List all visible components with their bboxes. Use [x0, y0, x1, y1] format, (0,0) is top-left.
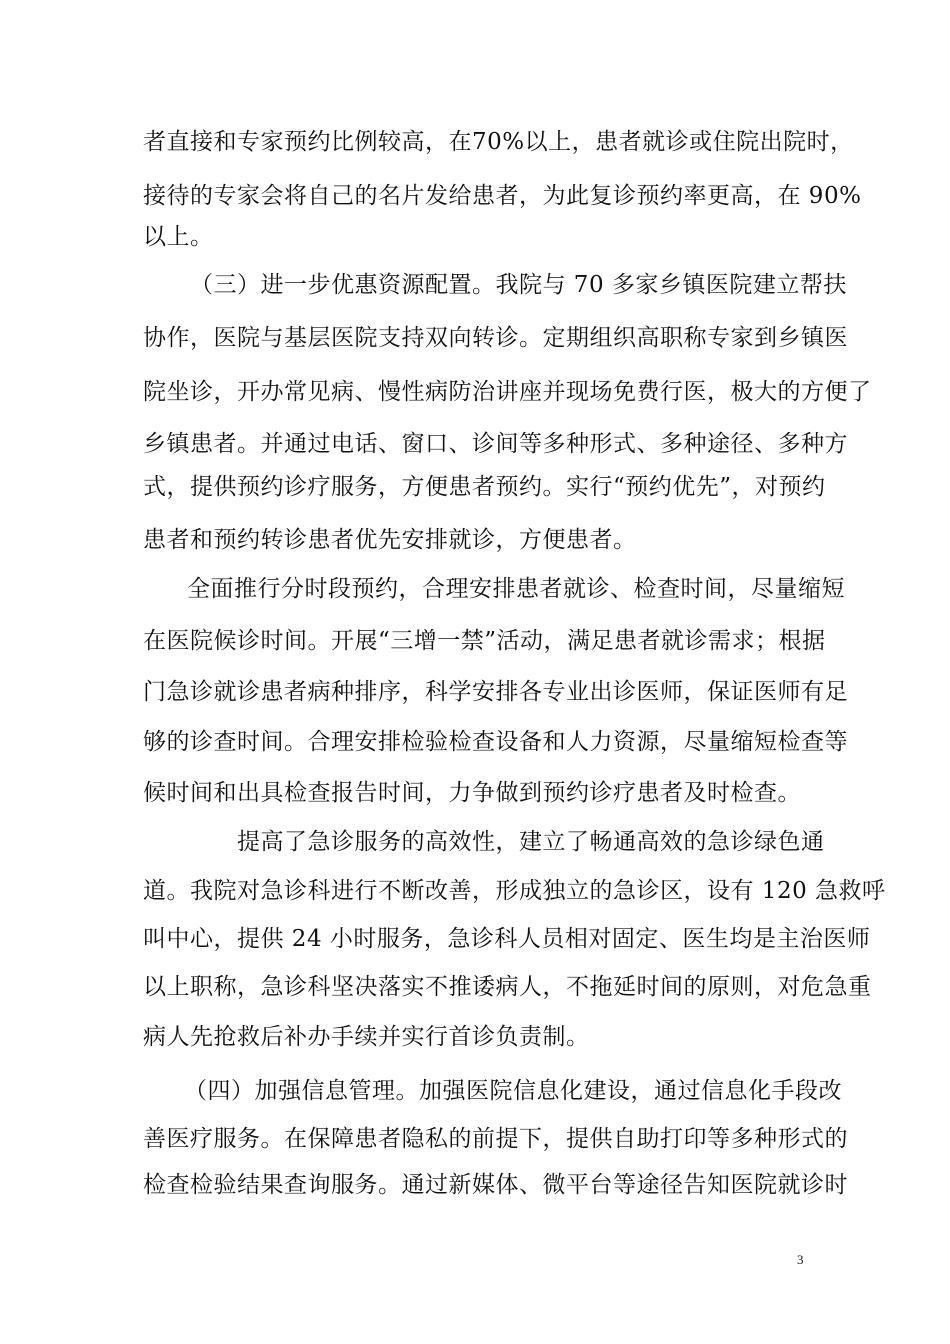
paragraph-line: 提高了急诊服务的高效性，建立了畅通高效的急诊绿色通 — [237, 829, 825, 855]
paragraph-line: 够的诊查时间。合理安排检验检查设备和人力资源，尽量缩短检查等 — [143, 729, 848, 755]
page-number: 3 — [797, 1252, 804, 1267]
paragraph-line: 式，提供预约诊疗服务，方便患者预约。实行“预约优先”，对预约 — [143, 474, 826, 500]
paragraph-line: （三）进一步优惠资源配置。我院与 70 多家乡镇医院建立帮扶 — [190, 272, 847, 298]
paragraph-line: 以上职称，急诊科坚决落实不推诿病人，不拖延时间的原则，对危急重 — [143, 974, 872, 1000]
paragraph-line: 在医院候诊时间。开展“三增一禁”活动，满足患者就诊需求；根据 — [143, 628, 826, 654]
paragraph-line: 全面推行分时段预约，合理安排患者就诊、检查时间，尽量缩短 — [187, 576, 845, 602]
paragraph-line: 乡镇患者。并通过电话、窗口、诊间等多种形式、多种途径、多种方 — [143, 431, 848, 457]
paragraph-line: 者直接和专家预约比例较高，在70%以上，患者就诊或住院出院时， — [143, 129, 854, 155]
paragraph-line: 接待的专家会将自己的名片发给患者，为此复诊预约率更高，在 90% — [143, 183, 862, 209]
paragraph-line: 检查检验结果查询服务。通过新媒体、微平台等途径告知医院就诊时 — [143, 1172, 848, 1198]
paragraph-line: 病人先抢救后补办手续并实行首诊负责制。 — [143, 1024, 590, 1050]
paragraph-line: 道。我院对急诊科进行不断改善，形成独立的急诊区，设有 120 急救呼 — [143, 878, 886, 904]
paragraph-line: 院坐诊，开办常见病、慢性病防治讲座并现场免费行医，极大的方便了 — [143, 379, 872, 405]
paragraph-line: 患者和预约转诊患者优先安排就诊，方便患者。 — [143, 527, 637, 553]
paragraph-line: 协作，医院与基层医院支持双向转诊。定期组织高职称专家到乡镇医 — [143, 325, 848, 351]
paragraph-line: 叫中心，提供 24 小时服务，急诊科人员相对固定、医生均是主治医师 — [143, 926, 871, 952]
paragraph-line: 以上。 — [143, 224, 214, 250]
paragraph-line: （四）加强信息管理。加强医院信息化建设，通过信息化手段改 — [184, 1078, 842, 1104]
paragraph-line: 善医疗服务。在保障患者隐私的前提下，提供自助打印等多种形式的 — [143, 1126, 848, 1152]
paragraph-line: 候时间和出具检查报告时间，力争做到预约诊疗患者及时检查。 — [143, 780, 801, 806]
paragraph-line: 门急诊就诊患者病种排序，科学安排各专业出诊医师，保证医师有足 — [143, 679, 848, 705]
